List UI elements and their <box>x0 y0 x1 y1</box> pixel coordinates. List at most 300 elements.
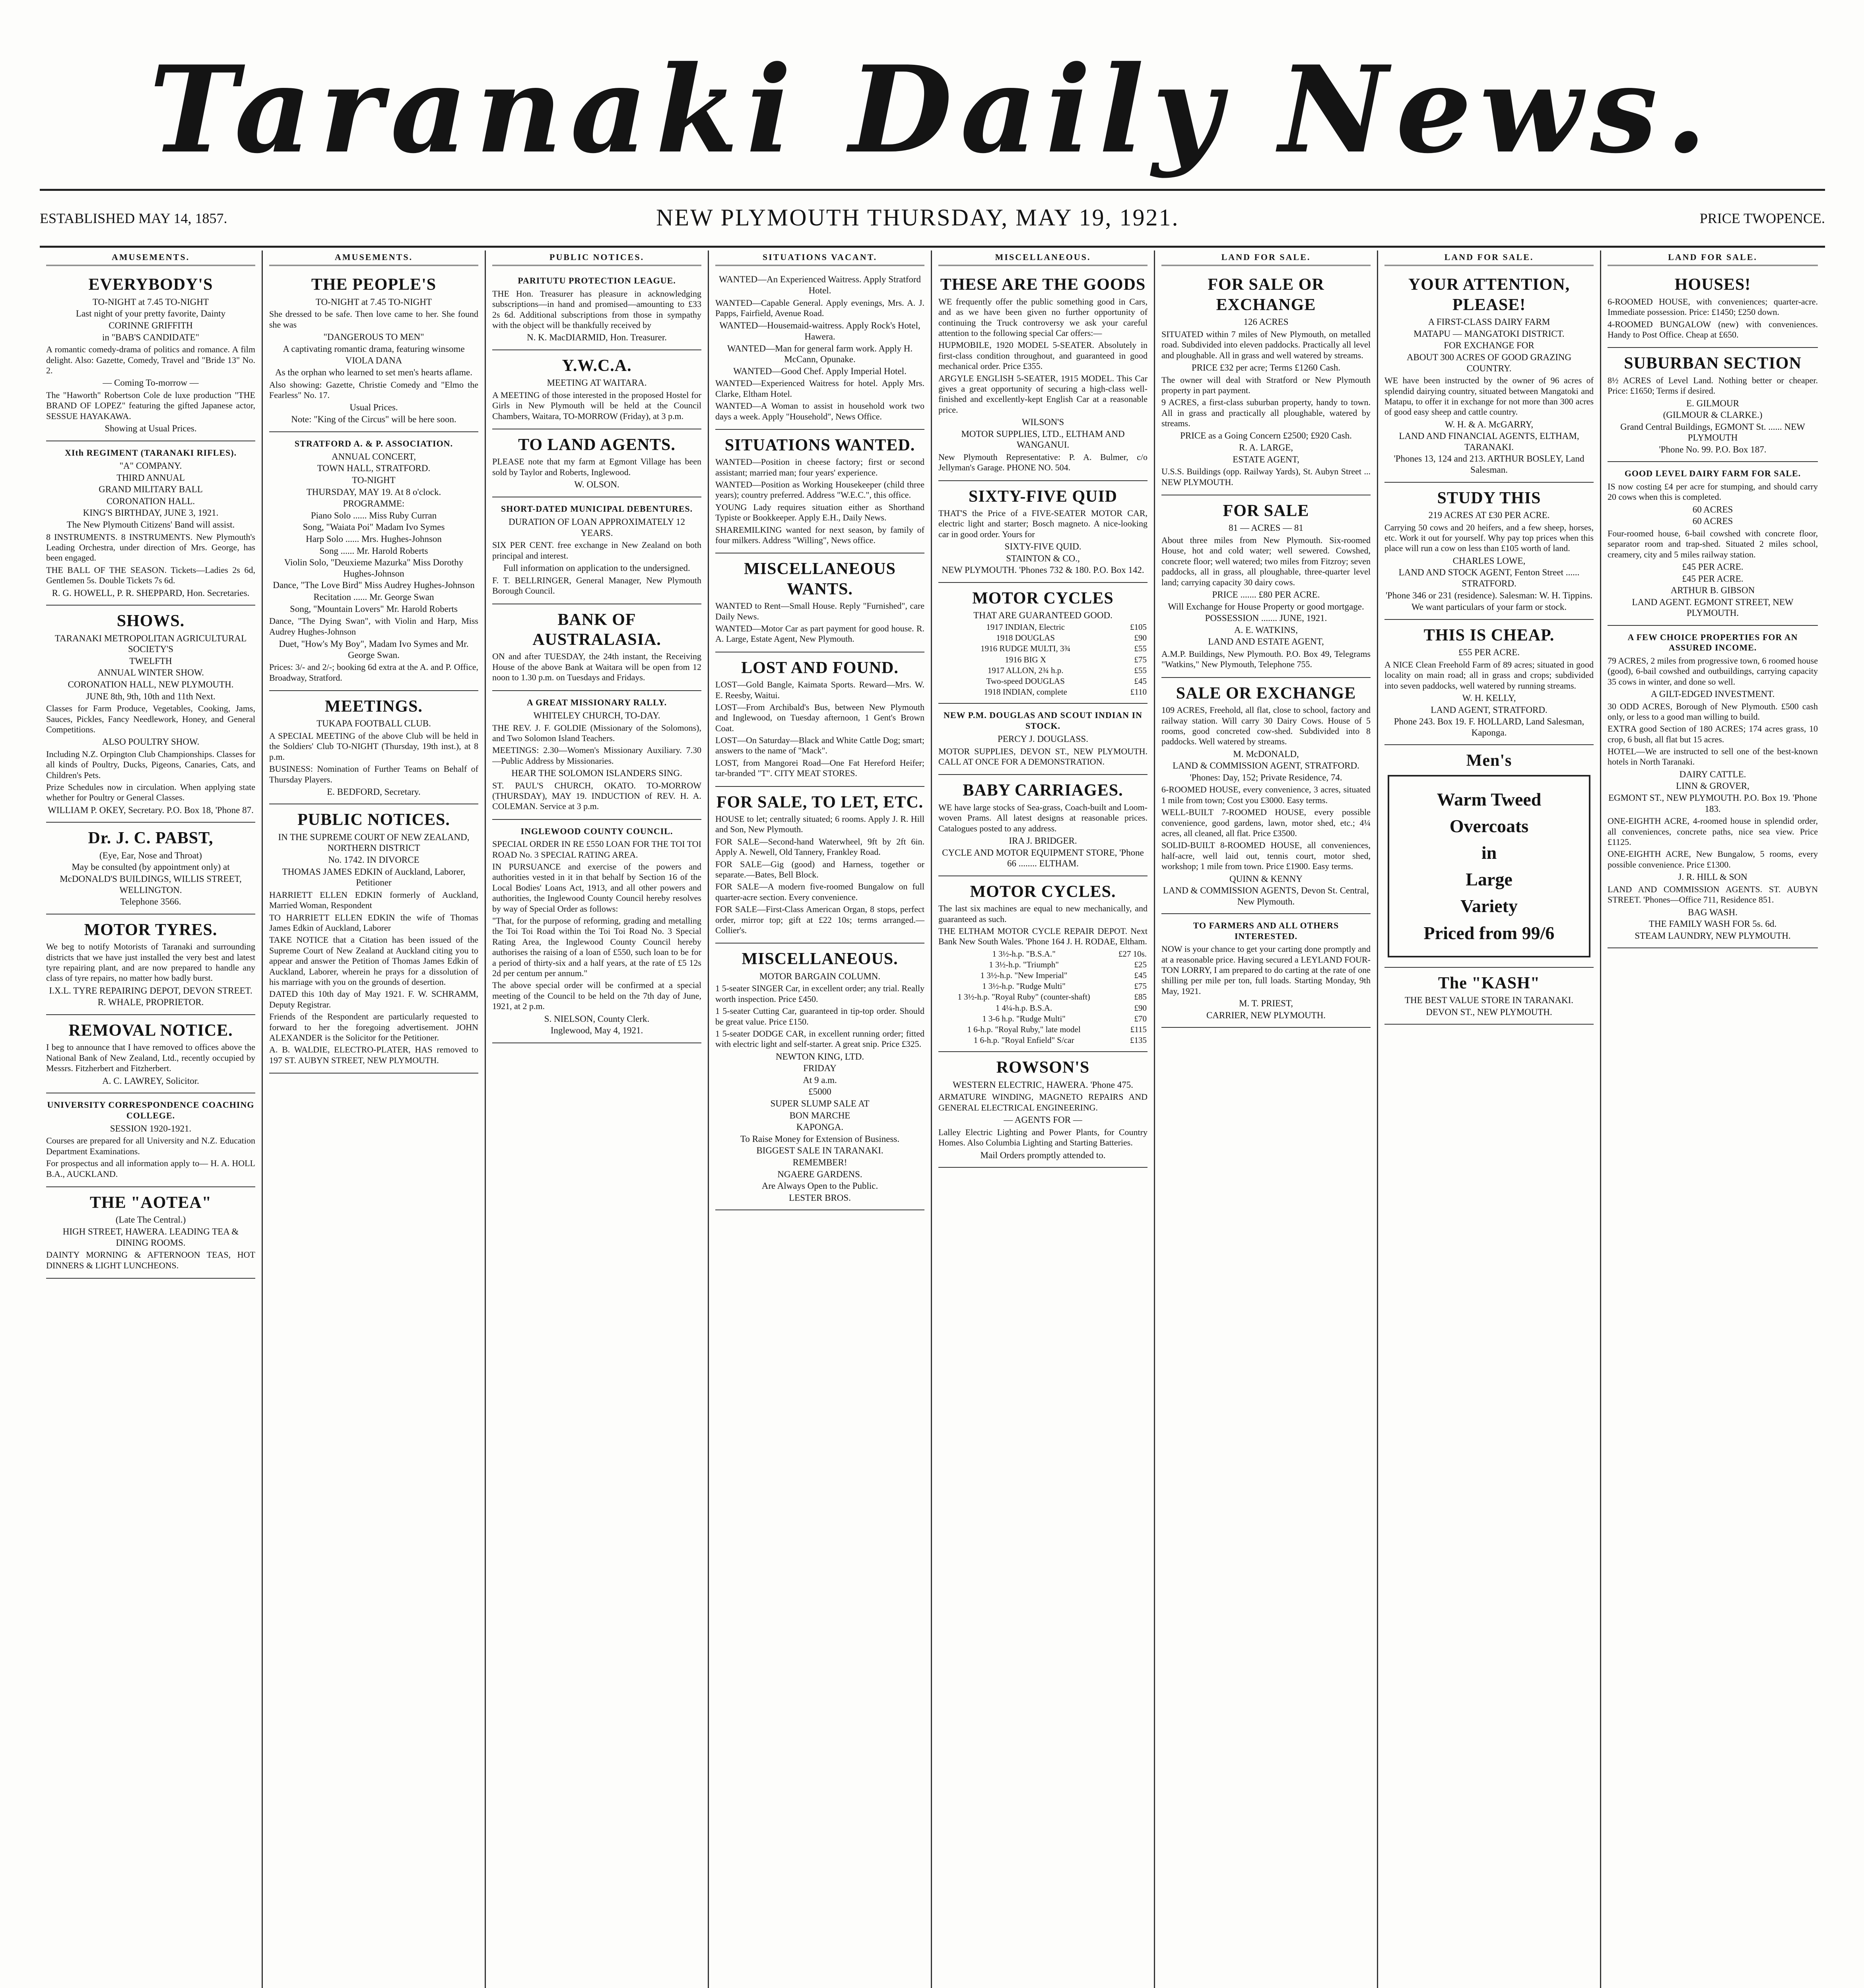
advertisement-text: WHITELEY CHURCH, TO-DAY. <box>533 710 660 720</box>
advertisement-text: 'Phone 346 or 231 (residence). Salesman: W. H. Tippins. <box>1385 590 1593 600</box>
price-item: 1916 BIG X <box>1005 654 1047 664</box>
advertisement <box>1608 462 1818 626</box>
advertisement-title: FOR SALE <box>1223 502 1309 520</box>
advertisement-text: THAT'S the Price of a FIVE-SEATER MOTOR CAR, electric light and starter; Bosch magneto. A nice-looking car in good order. Yours for <box>938 508 1148 539</box>
price-value: £75 <box>1134 981 1147 991</box>
price-row <box>938 1003 1148 1013</box>
advertisement-text: — Coming To-morrow — <box>103 378 199 388</box>
advertisement-text: A. E. WATKINS, <box>1234 625 1298 635</box>
advertisement-title: INGLEWOOD COUNTY COUNCIL. <box>520 826 673 836</box>
advertisement-text: THE ELTHAM MOTOR CYCLE REPAIR DEPOT. Next Bank New South Wales. 'Phone 164 J. H. RODAE, Eltham. <box>938 926 1148 947</box>
advertisement-text: As the orphan who learned to set men's hearts aflame. <box>275 367 472 377</box>
price-item: 1 3½-h.p. "B.S.A." <box>992 949 1056 959</box>
advertisement-text: CHARLES LOWE, <box>1452 555 1526 566</box>
column-6 <box>1155 250 1378 1988</box>
advertisement-text: THIRD ANNUAL <box>116 472 185 483</box>
advertisement <box>492 604 701 691</box>
advertisement <box>46 441 255 606</box>
price-value: £55 <box>1134 644 1147 654</box>
advertisement-title: Y.W.C.A. <box>562 356 632 375</box>
advertisement-text: A captivating romantic drama, featuring winsome <box>283 344 465 354</box>
advertisement-text: DEVON ST., NEW PLYMOUTH. <box>1426 1007 1552 1017</box>
advertisement-text: A SPECIAL MEETING of the above Club will be held in the Soldiers' Club TO-NIGHT (Thursday, 19th inst.), at 8 p.m. <box>269 730 478 762</box>
advertisement-text: 1 5-seater DODGE CAR, in excellent running order; fitted with electric light and self-starter. A great snip. Price £325. <box>715 1028 924 1049</box>
masthead-title: Taranaki Daily News. <box>149 39 1715 180</box>
column-4 <box>709 250 932 1988</box>
advertisement-text: SHAREMILKING wanted for next season, by family of four milkers. Address "Willing", News office. <box>715 524 924 546</box>
column-3 <box>486 250 709 1988</box>
advertisement-text: £45 PER ACRE. <box>1682 573 1744 584</box>
advertisement-text: TAKE NOTICE that a Citation has been issued of the Supreme Court of New Zealand at Auckland citing you to appear and answer the Petition of Thomas James Edkin of Auckland, Laborer, wherein he prays for a dissolution of his marriage with you on the grounds of desertion. <box>269 935 478 987</box>
column-5 <box>932 250 1155 1988</box>
advertisement-title: THESE ARE THE GOODS <box>940 276 1146 294</box>
advertisement-text: Violin Solo, "Deuxieme Mazurka" Miss Dorothy Hughes-Johnson <box>284 557 464 579</box>
advertisement-text: A. B. WALDIE, ELECTRO-PLATER, HAS removed to 197 ST. AUBYN STREET, NEW PLYMOUTH. <box>269 1044 478 1065</box>
advertisement-text: £5000 <box>808 1087 831 1097</box>
advertisement-title: THE PEOPLE'S <box>311 276 437 294</box>
price-row <box>938 633 1148 643</box>
price-table <box>938 622 1148 697</box>
column-heading: LAND FOR SALE. <box>1608 250 1818 266</box>
advertisement-text: TOWN HALL, STRATFORD. <box>317 463 431 474</box>
advertisement-text: WELL-BUILT 7-ROOMED HOUSE, every possible convenience, good gardens, lawn, motor shed, etc.; 4¼ acres, all cleaned, all flat. Price £3500. <box>1161 807 1371 839</box>
advertisement-text: TO-NIGHT <box>352 475 396 485</box>
advertisement-text: BUSINESS: Nomination of Further Teams on Behalf of Thursday Players. <box>269 764 478 784</box>
advertisement-text: Including N.Z. Orpington Club Championships. Classes for all kinds of Poultry, Ducks, Pigeons, Canaries, Cats, and Children's Pets. <box>46 749 255 780</box>
advertisement-text: Also showing: Gazette, Christie Comedy and "Elmo the Fearless" No. 17. <box>269 379 478 400</box>
advertisement <box>46 606 255 823</box>
advertisement-text: "DANGEROUS TO MEN" <box>323 332 424 342</box>
advertisement-text: JUNE 8th, 9th, 10th and 11th Next. <box>86 691 216 701</box>
advertisement <box>938 1052 1148 1168</box>
advertisement-text: BON MARCHE <box>789 1110 850 1120</box>
advertisement-title: FOR SALE, TO LET, ETC. <box>716 793 924 812</box>
advertisement-text: DURATION OF LOAN APPROXIMATELY 12 YEARS. <box>508 517 685 538</box>
advertisement-text: HEAR THE SOLOMON ISLANDERS SING. <box>511 768 682 779</box>
advertisement-text: 219 ACRES AT £30 PER ACRE. <box>1428 510 1550 520</box>
advertisement <box>1161 914 1371 1028</box>
advertisement-text: WILSON'S <box>1021 417 1064 427</box>
price-item: 1 3½-h.p. "Rudge Multi" <box>982 981 1066 991</box>
advertisement-text: SIX PER CENT. free exchange in New Zealand on both principal and interest. <box>492 540 701 561</box>
advertisement-text: 79 ACRES, 2 miles from progressive town, 6 roomed house (good), 6-bail cowshed and outbuildings, carrying capacity 35 cows in winter, and done so well. <box>1608 655 1818 687</box>
advertisement-text: HOUSE to let; centrally situated; 6 rooms. Apply J. R. Hill and Son, New Plymouth. <box>715 814 924 835</box>
advertisement-text: A. C. LAWREY, Solicitor. <box>102 1076 199 1086</box>
advertisement-text: A GILT-EDGED INVESTMENT. <box>1650 689 1775 699</box>
advertisement-text: New Plymouth Representative: P. A. Bulmer, c/o Jellyman's Garage. PHONE NO. 504. <box>938 452 1148 473</box>
price-row <box>938 622 1148 633</box>
advertisement-text: Lalley Electric Lighting and Power Plants, for Country Homes. Also Columbia Lighting and Starting Batteries. <box>938 1127 1148 1148</box>
advertisement-title: STRATFORD A. & P. ASSOCIATION. <box>294 438 453 448</box>
masthead-rule-bottom <box>40 246 1825 248</box>
advertisement-text: Prize Schedules now in circulation. When applying state whether for Poultry or General Classes. <box>46 782 255 803</box>
advertisement-text: LAND & COMMISSION AGENTS, Devon St. Central, New Plymouth. <box>1163 885 1369 907</box>
advertisement-text: We want particulars of your farm or stock. <box>1411 602 1567 612</box>
column-heading: AMUSEMENTS. <box>269 250 478 266</box>
advertisement-title: Dr. J. C. PABST, <box>88 829 214 848</box>
advertisement-text: — AGENTS FOR — <box>1004 1115 1082 1125</box>
advertisement-title: MOTOR TYRES. <box>84 920 217 939</box>
price-row <box>938 1024 1148 1035</box>
advertisement-title: BABY CARRIAGES. <box>963 781 1123 800</box>
advertisement-text: She dressed to be safe. Then love came to her. She found she was <box>269 309 478 330</box>
advertisement-text: I beg to announce that I have removed to offices above the National Bank of New Zealand, Ltd., recently occupied by Messrs. Fitzherbert and Fitzherbert. <box>46 1042 255 1074</box>
advertisement-text: Mail Orders promptly attended to. <box>980 1150 1106 1160</box>
price-row <box>938 687 1148 697</box>
advertisement-text: QUINN & KENNY <box>1229 874 1303 884</box>
advertisement-text: Friends of the Respondent are particularly requested to forward to her the foregoing advertisement. JOHN ALEXANDER is the Solicitor for the Petitioner. <box>269 1011 478 1043</box>
price-item: Two-speed DOUGLAS <box>986 676 1065 686</box>
advertisement-text: ST. PAUL'S CHURCH, OKATO. TO-MORROW (THURSDAY), MAY 19. INDUCTION of REV. H. A. COLEMAN. Service at 3 p.m. <box>492 780 701 812</box>
advertisement-text: 'Phones 13, 124 and 213. ARTHUR BOSLEY, Land Salesman. <box>1394 454 1584 475</box>
advertisement-text: E. BEDFORD, Secretary. <box>327 786 421 797</box>
box-line: in <box>1481 843 1497 863</box>
advertisement-text: BAG WASH. <box>1688 907 1738 917</box>
advertisement-text: WANTED—Motor Car as part payment for good house. R. A. Large, Estate Agent, New Plymouth. <box>715 623 924 644</box>
advertisement <box>46 1015 255 1093</box>
advertisement-text: DATED this 10th day of May 1921. F. W. SCHRAMM, Deputy Registrar. <box>269 989 478 1010</box>
column-8 <box>1601 250 1824 1988</box>
advertisement-text: The "Haworth" Robertson Cole de luxe production "THE BRAND OF LOPEZ" featuring the gifted Japanese actor, SESSUE HAYAKAWA. <box>46 390 255 421</box>
advertisement-text: A MEETING of those interested in the proposed Hostel for Girls in New Plymouth will be held at the Council Chambers, Waitara, TO-MORROW (Friday), at 3 p.m. <box>492 390 701 421</box>
advertisement-text: TO-NIGHT at 7.45 TO-NIGHT <box>315 297 432 307</box>
advertisement-text: NEW PLYMOUTH. 'Phones 732 & 180. P.O. Box 142. <box>942 565 1144 575</box>
advertisement-text: 6-ROOMED HOUSE, with conveniences; quarter-acre. Immediate possession. Price: £1450; £250 down. <box>1608 296 1818 317</box>
advertisement-text: Duet, "How's My Boy", Madam Ivo Symes and Mr. George Swan. <box>279 639 469 660</box>
advertisement-text: Carrying 50 cows and 20 heifers, and a few sheep, horses, etc. Work it out for yourself. Why pay top prices when this place will run a cow on less than £105 worth of land. <box>1384 522 1594 553</box>
advertisement-text: About three miles from New Plymouth. Six-roomed House, hot and cold water; well sewered. Cowshed, concrete floor; well watered; two miles from Fitzroy; seven paddocks, all in grass, all ploughable, three-quarter level land; carrying capacity 30 dairy cows. <box>1161 535 1371 587</box>
advertisement-text: Recitation ...... Mr. George Swan <box>313 592 434 602</box>
advertisement-text: SPECIAL ORDER IN RE £550 LOAN FOR THE TOI TOI ROAD No. 3 SPECIAL RATING AREA. <box>492 839 701 860</box>
price-value: £45 <box>1134 971 1147 980</box>
price-item: 1916 RUDGE MULTI, 3¾ <box>981 644 1071 654</box>
advertisement-title: BANK OF AUSTRALASIA. <box>532 610 661 649</box>
advertisement-text: LAND AND STOCK AGENT, Fenton Street ...... STRATFORD. <box>1398 567 1580 589</box>
advertisement-title: LOST AND FOUND. <box>741 658 899 677</box>
advertisement-title: SHORT-DATED MUNICIPAL DEBENTURES. <box>501 503 693 514</box>
advertisement-text: (Eye, Ear, Nose and Throat) <box>99 850 202 860</box>
advertisement-text: MEETING AT WAITARA. <box>547 378 647 388</box>
advertisement-text: £45 PER ACRE. <box>1682 562 1744 572</box>
advertisement-text: THE BEST VALUE STORE IN TARANAKI. <box>1404 995 1574 1006</box>
advertisement <box>492 497 701 604</box>
advertisement-text: WANTED—A Woman to assist in household work two days a week. Apply "Household", News Office. <box>715 401 924 421</box>
advertisement-text: PRICE as a Going Concern £2500; £920 Cash. <box>1180 431 1352 441</box>
advertisement-title: MOTOR CYCLES <box>972 589 1114 608</box>
advertisement-text: 30 ODD ACRES, Borough of New Plymouth. £500 cash only, or less to a good man willing to build. <box>1608 701 1818 722</box>
advertisement-text: Piano Solo ...... Miss Ruby Curran <box>311 510 437 520</box>
advertisement-text: ON and after TUESDAY, the 24th instant, the Receiving House of the above Bank at Waitara will be open from 12 noon to 1.30 p.m. on Tuesdays and Fridays. <box>492 651 701 683</box>
advertisement-title: XIth REGIMENT (TARANAKI RIFLES). <box>64 447 237 458</box>
advertisement-text: THE REV. J. F. GOLDIE (Missionary of the Solomons), and Two Solomon Island Teachers. <box>492 722 701 743</box>
advertisement <box>1161 678 1371 914</box>
overcoat-advert-box <box>1388 775 1590 957</box>
price-row <box>938 1035 1148 1046</box>
price-value: £115 <box>1130 1025 1147 1035</box>
advertisement-text: ESTATE AGENT, <box>1233 454 1299 464</box>
advertisement-text: HOTEL—We are instructed to sell one of the best-known hotels in North Taranaki. <box>1608 746 1818 767</box>
advertisement-text: 4-ROOMED BUNGALOW (new) with conveniences. Handy to Post Office. Cheap at £650. <box>1608 319 1818 340</box>
advertisement-text: Courses are prepared for all University and N.Z. Education Department Examinations. <box>46 1136 255 1156</box>
advertisement-text: W. OLSON. <box>574 480 619 490</box>
advertisement-text: LINN & GROVER, <box>1676 781 1749 791</box>
advertisement-text: Harp Solo ...... Mrs. Hughes-Johnson <box>306 534 442 544</box>
advertisement-text: WE have been instructed by the owner of 96 acres of splendid dairying country, situated between Mangatoki and Matapu, to offer it in exchange for not more than 300 acres of good easy sheep and cattle country. <box>1384 375 1594 417</box>
advertisement-text: WANTED—Housemaid-waitress. Apply Rock's Hotel, Hawera. <box>719 320 920 342</box>
advertisement-text: MOTOR SUPPLIES, DEVON ST., NEW PLYMOUTH. CALL AT ONCE FOR A DEMONSTRATION. <box>938 746 1148 767</box>
price-table <box>938 949 1148 1046</box>
advertisement-text: M. McDONALD, <box>1233 749 1299 759</box>
advertisement-text: WANTED—Experienced Waitress for hotel. Apply Mrs. Clarke, Eltham Hotel. <box>715 378 924 399</box>
advertisement-text: Note: "King of the Circus" will be here soon. <box>291 414 456 424</box>
advertisement-text: N. K. MacDIARMID, Hon. Treasurer. <box>527 332 667 343</box>
masthead-rule-top <box>40 189 1825 191</box>
advertisement <box>938 775 1148 876</box>
advertisement <box>46 1187 255 1279</box>
advertisement-title: SITUATIONS WANTED. <box>724 436 915 454</box>
advertisement-text: IS now costing £4 per acre for stumping, and should carry 20 cows when this is completed. <box>1608 481 1818 502</box>
column-heading: LAND FOR SALE. <box>1161 250 1371 266</box>
advertisement <box>1384 269 1594 482</box>
advertisement-text: VIOLA DANA <box>345 355 402 366</box>
advertisement-text: KAPONGA. <box>796 1122 844 1132</box>
advertisement-text: W. H. & A. McGARRY, <box>1445 419 1534 429</box>
advertisement-text: The owner will deal with Stratford or New Plymouth property in part payment. <box>1161 375 1371 395</box>
advertisement-text: Four-roomed house, 6-bail cowshed with concrete floor, separator room and trap-shed. Situated 2 miles school, creamery, city and 5 miles railway station. <box>1608 528 1818 559</box>
advertisement-text: SUPER SLUMP SALE AT <box>770 1099 870 1109</box>
advertisement-text: NGAERE GARDENS. <box>777 1169 862 1179</box>
column-heading: SITUATIONS VACANT. <box>715 250 924 266</box>
advertisement-text: Full information on application to the undersigned. <box>503 563 690 573</box>
price-item: 1 3-6 h.p. "Rudge Multi" <box>982 1013 1066 1023</box>
advertisement <box>46 269 255 441</box>
advertisement-text: ABOUT 300 ACRES OF GOOD GRAZING COUNTRY. <box>1406 352 1572 373</box>
advertisement-text: WANTED—Good Chef. Apply Imperial Hotel. <box>733 366 907 376</box>
advertisement-text: ARGYLE ENGLISH 5-SEATER, 1915 MODEL. This Car gives a great opportunity of securing a high-class well-finished and excellently-kept English Car at a reasonable price. <box>938 373 1148 415</box>
price-row <box>938 654 1148 665</box>
advertisement-title: TO LAND AGENTS. <box>518 436 676 454</box>
advertisement-text: Will Exchange for House Property or good mortgage. <box>1168 601 1364 612</box>
advertisement-text: THOMAS JAMES EDKIN of Auckland, Laborer, Petitioner <box>282 866 466 888</box>
advertisement-text: WANTED—Position as Working Housekeeper (child three years); country preferred. Address "W.E.C.", this office. <box>715 480 924 500</box>
advertisement-title: NEW P.M. DOUGLAS AND SCOUT INDIAN IN STOCK. <box>943 710 1143 731</box>
advertisement-text: 9 ACRES, a first-class suburban property, handy to town. All in grass and practically all ploughable, watered by streams. <box>1161 397 1371 429</box>
advertisement-title: TO FARMERS AND ALL OTHERS INTERESTED. <box>1193 920 1339 941</box>
price-row <box>938 970 1148 981</box>
advertisement-text: SIXTY-FIVE QUID. <box>1004 542 1082 552</box>
advertisement-text: LAND AND FINANCIAL AGENTS, ELTHAM, TARANAKI. <box>1399 431 1579 452</box>
price-row <box>938 949 1148 959</box>
advertisement-text: LOST—On Saturday—Black and White Cattle Dog; smart; answers to the name of "Mack". <box>715 735 924 756</box>
advertisement-text: Inglewood, May 4, 1921. <box>550 1025 643 1036</box>
advertisement-text: IN THE SUPREME COURT OF NEW ZEALAND, NORTHERN DISTRICT <box>278 832 470 853</box>
price-value: £55 <box>1134 665 1147 675</box>
advertisement-text: Song, "Mountain Lovers" Mr. Harold Roberts <box>290 604 458 614</box>
price-item: 1917 ALLON, 2¾ h.p. <box>987 665 1064 675</box>
advertisement-text: E. GILMOUR <box>1686 398 1739 408</box>
advertisement-text: Song ...... Mr. Harold Roberts <box>319 546 428 556</box>
advertisement-text: FRIDAY <box>803 1063 837 1074</box>
advertisement-text: NEWTON KING, LTD. <box>775 1051 864 1062</box>
advertisement <box>269 432 478 691</box>
advertisement-title: GOOD LEVEL DAIRY FARM FOR SALE. <box>1624 468 1801 479</box>
advertisement <box>269 691 478 805</box>
advertisement-text: TARANAKI METROPOLITAN AGRICULTURAL SOCIETY'S <box>54 633 247 654</box>
price-row <box>938 992 1148 1002</box>
established-date: ESTABLISHED MAY 14, 1857. <box>40 210 227 226</box>
advertisement-text: in "BAB'S CANDIDATE" <box>102 332 199 342</box>
advertisement-text: 126 ACRES <box>1243 317 1289 327</box>
advertisement-text: PRICE ....... £80 PER ACRE. <box>1212 589 1320 600</box>
advertisement-title: MISCELLANEOUS WANTS. <box>744 560 896 598</box>
advertisement-text: STAINTON & CO., <box>1006 553 1080 563</box>
advertisement-text: ANNUAL CONCERT, <box>332 451 416 462</box>
box-line: Variety <box>1460 896 1518 916</box>
advertisement-text: CORONATION HALL. <box>106 496 195 506</box>
advertisement <box>715 944 924 1210</box>
advertisement-text: "That, for the purpose of reforming, grading and metalling the Toi Toi Road within the Toi Toi Road No. 3 Special Rating Area, the Inglewood County Council hereby authorises the raising of a loan of £550, such loan to be for a period of thirty-six and a half years, at the rate of £5 12s 2d per centum per annum." <box>492 915 701 978</box>
advertisement-title: SHOWS. <box>116 612 185 631</box>
price-item: 1 3½-h.p. "Royal Ruby" (counter-shaft) <box>957 992 1090 1002</box>
advertisement <box>715 652 924 787</box>
advertisement-text: 81 — ACRES — 81 <box>1229 523 1303 533</box>
advertisement-text: ONE-EIGHTH ACRE, New Bungalow, 5 rooms, every possible convenience. Price £1300. <box>1608 849 1818 870</box>
advertisement-text: PERCY J. DOUGLASS. <box>998 734 1088 744</box>
advertisement-text: CORINNE GRIFFITH <box>109 320 193 330</box>
box-line: Warm Tweed <box>1437 789 1542 810</box>
price-value: £27 10s. <box>1118 949 1147 959</box>
advertisement-text: HUPMOBILE, 1920 MODEL 5-SEATER. Absolutely in first-class condition throughout, and guaranteed in good mechanical order. Price £355. <box>938 340 1148 371</box>
advertisement <box>1384 620 1594 746</box>
advertisement-text: A FIRST-CLASS DAIRY FARM <box>1428 317 1550 327</box>
column-1 <box>40 250 263 1988</box>
advertisement <box>492 429 701 497</box>
price-item: 1 4¼-h.p. B.S.A. <box>995 1003 1052 1013</box>
advertisement-text: F. T. BELLRINGER, General Manager, New Plymouth Borough Council. <box>492 575 701 596</box>
advertisement-text: NOW is your chance to get your carting done promptly and at a reasonable price. Having secured a LEYLAND FOUR-TON LORRY, I am prepared to do carting at the rate of one shilling per mile per ton, full loads. Starting Monday, 9th May, 1921. <box>1161 944 1371 996</box>
advertisement-title: MEETINGS. <box>325 697 423 716</box>
advertisement-text: £55 PER ACRE. <box>1458 647 1520 658</box>
advertisement-text: Prices: 3/- and 2/-; booking 6d extra at the A. and P. Office, Broadway, Stratford. <box>269 662 478 683</box>
advertisement-text: Phone 243. Box 19. F. HOLLARD, Land Salesman, Kaponga. <box>1394 716 1584 738</box>
price-value: £110 <box>1130 687 1147 697</box>
advertisement-text: POSSESSION ....... JUNE, 1921. <box>1205 613 1327 623</box>
advertisement-text: At 9 a.m. <box>803 1075 837 1085</box>
advertisement <box>46 1093 255 1187</box>
advertisement <box>492 350 701 429</box>
advertisement-text: R. G. HOWELL, P. R. SHEPPARD, Hon. Secretaries. <box>52 588 250 598</box>
advertisement-text: The last six machines are equal to new mechanically, and guaranteed as such. <box>938 903 1148 924</box>
advertisement-text: ALSO POULTRY SHOW. <box>102 737 200 747</box>
advertisement-text: YOUNG Lady requires situation either as Shorthand Typiste or Bookkeeper. Apply E.H., Daily News. <box>715 502 924 523</box>
advertisement-text: A.M.P. Buildings, New Plymouth. P.O. Box 49, Telegrams "Watkins," New Plymouth, Telephone 755. <box>1161 648 1371 670</box>
price-item: 1 3½-h.p. "Triumph" <box>989 959 1059 969</box>
advertisement-text: THAT ARE GUARANTEED GOOD. <box>973 610 1113 621</box>
advertisement-text: Last night of your pretty favorite, Dainty <box>76 309 226 319</box>
advertisement <box>938 269 1148 481</box>
advertisement-text: 109 ACRES, Freehold, all flat, close to school, factory and railway station. Will carry 30 Dairy Cows. House of 5 rooms, good concreted cow-shed. Subdivided into 8 paddocks. Well watered by streams. <box>1161 705 1371 747</box>
column-7 <box>1378 250 1601 1988</box>
price-value: £70 <box>1134 1013 1147 1023</box>
price-value: £85 <box>1134 992 1147 1002</box>
advertisement-text: IN PURSUANCE and exercise of the powers and authorities vested in it in that behalf by Section 16 of the Local Bodies' Loans Act, 1913, and all other powers and authorities, the Inglewood County Council hereby resolves by way of Special Order as follows: <box>492 862 701 914</box>
price-value: £45 <box>1134 676 1147 686</box>
advertisement-text: A NICE Clean Freehold Farm of 89 acres; situated in good locality on main road; all in grass and crops; subdivided into seven paddocks, well watered by running streams. <box>1384 659 1594 691</box>
advertisement-text: CORONATION HALL, NEW PLYMOUTH. <box>68 679 234 689</box>
advertisement-text: PROGRAMME: <box>343 499 405 509</box>
advertisement-text: WILLIAM P. OKEY, Secretary. P.O. Box 18, 'Phone 87. <box>48 805 254 815</box>
advertisement-text: LOST, from Mangorei Road—One Fat Hereford Heifer; tar-branded "T". CITY MEAT STORES. <box>715 757 924 779</box>
advertisement-title: A FEW CHOICE PROPERTIES FOR AN ASSURED INCOME. <box>1627 632 1798 653</box>
advertisement-title: The "KASH" <box>1438 974 1540 992</box>
advertisement-text: 1 5-seater Cutting Car, guaranteed in tip-top order. Should be great value. Price £150. <box>715 1006 924 1027</box>
advertisement-text: THE BALL OF THE SEASON. Tickets—Ladies 2s 6d, Gentlemen 5s. Double Tickets 7s 6d. <box>46 565 255 586</box>
price-item: 1 6-h.p. "Royal Enfield" S/car <box>973 1035 1074 1045</box>
advertisement-text: Grand Central Buildings, EGMONT St. ...... NEW PLYMOUTH <box>1620 421 1805 443</box>
advertisement-title: SIXTY-FIVE QUID <box>968 487 1118 506</box>
box-line: Priced from 99/6 <box>1423 922 1555 943</box>
box-line: Overcoats <box>1449 815 1529 836</box>
advertisement-text: THURSDAY, MAY 19. At 8 o'clock. <box>306 487 441 497</box>
advertisement-text: WE frequently offer the public something good in Cars, and as we have been given no further opportunity of continuing the Truck controversy we ask your careful attention to the following special Car offers:— <box>938 296 1148 338</box>
advertisement-title: YOUR ATTENTION, PLEASE! <box>1408 276 1570 314</box>
advertisement-title: Men's <box>1466 751 1512 770</box>
advertisement-text: Showing at Usual Prices. <box>105 423 197 434</box>
advertisement-text: EXTRA good Section of 180 ACRES; 174 acres grass, 10 crop, 6 bush, all flat but 15 acres. <box>1608 724 1818 744</box>
advertisement-title: HOUSES! <box>1674 276 1751 294</box>
advertisement-text: 8½ ACRES of Level Land. Nothing better or cheaper. Price: £1650; Terms if desired. <box>1608 375 1818 396</box>
column-2 <box>263 250 486 1988</box>
price-item: 1918 INDIAN, complete <box>984 687 1067 697</box>
advertisement-text: 60 ACRES <box>1692 516 1733 526</box>
advertisement <box>1384 745 1594 968</box>
advertisement <box>46 823 255 914</box>
advertisement-text: PLEASE note that my farm at Egmont Village has been sold by Taylor and Roberts, Inglewood. <box>492 456 701 477</box>
advertisement <box>1608 269 1818 348</box>
advertisement-text: McDONALD'S BUILDINGS, WILLIS STREET, WELLINGTON. <box>60 874 242 895</box>
advertisement-text: Dance, "The Love Bird" Miss Audrey Hughes-Johnson <box>273 580 475 590</box>
columns-container <box>40 250 1825 1988</box>
advertisement-title: MISCELLANEOUS. <box>742 950 898 969</box>
advertisement <box>1608 626 1818 948</box>
price-value: £90 <box>1134 633 1147 643</box>
price-item: 1917 INDIAN, Electric <box>986 622 1065 632</box>
advertisement-text: FOR SALE—Second-hand Waterwheel, 9ft by 2ft 6in. Apply A. Newell, Old Tannery, Frankley Road. <box>715 836 924 857</box>
advertisement-text: A romantic comedy-drama of politics and romance. A film delight. Also: Gazette, Comedy, Travel and "Bride 13" No. 2. <box>46 344 255 375</box>
advertisement-text: TUKAPA FOOTBALL CLUB. <box>316 718 431 729</box>
advertisement-title: MOTOR CYCLES. <box>970 882 1116 901</box>
advertisement-text: HARRIETT ELLEN EDKIN formerly of Auckland, Married Woman, Respondent <box>269 889 478 911</box>
advertisement-text: WANTED—Position in cheese factory; first or second assistant; married man; four years' experience. <box>715 457 924 478</box>
advertisement-text: BIGGEST SALE IN TARANAKI. <box>756 1145 883 1156</box>
column-heading: PUBLIC NOTICES. <box>492 250 701 266</box>
advertisement <box>492 269 701 350</box>
advertisement-text: R. WHALE, PROPRIETOR. <box>97 997 204 1008</box>
advertisement <box>269 804 478 1074</box>
advertisement-text: No. 1742. IN DIVORCE <box>328 855 419 865</box>
advertisement-text: EGMONT ST., NEW PLYMOUTH. P.O. Box 19. 'Phone 183. <box>1608 793 1817 814</box>
advertisement <box>715 269 924 430</box>
advertisement <box>492 820 701 1043</box>
advertisement-text: DAIRY CATTLE. <box>1679 769 1746 779</box>
advertisement-title: A GREAT MISSIONARY RALLY. <box>526 697 667 707</box>
advertisement-text: THE Hon. Treasurer has pleasure in acknowledging subscriptions—in hand and promised—amounting to £33 2s 6d. Additional subscriptions from those in sympathy with the object will be thankfully received by <box>492 288 701 330</box>
advertisement <box>269 269 478 432</box>
advertisement-text: LESTER BROS. <box>789 1192 851 1203</box>
advertisement-text: May be consulted (by appointment only) at <box>72 862 230 872</box>
advertisement <box>1384 483 1594 620</box>
advertisement-text: WANTED—An Experienced Waitress. Apply Stratford Hotel. <box>718 274 921 295</box>
